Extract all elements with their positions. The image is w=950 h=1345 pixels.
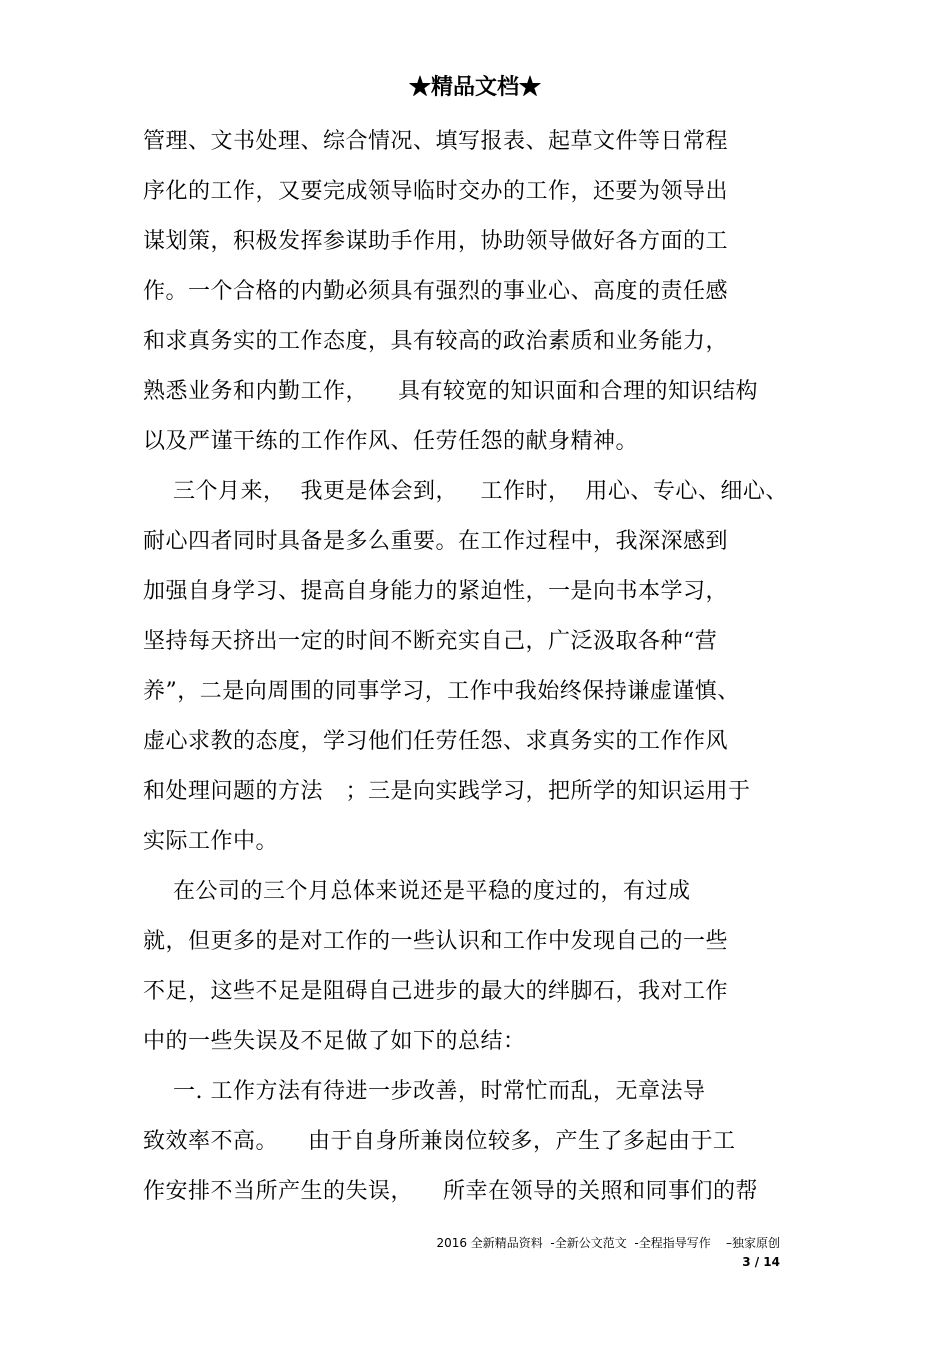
text-line: 虚心求教的态度，学习他们任劳任怨、求真务实的工作作风 bbox=[143, 729, 729, 754]
text-line: 熟悉业务和内勤工作， 具有较宽的知识面和合理的知识结构 bbox=[143, 379, 758, 404]
text-line: 养”，二是向周围的同事学习，工作中我始终保持谦虚谨慎、 bbox=[143, 679, 740, 704]
page-header-title: ★精品文档★ bbox=[408, 74, 541, 100]
text-line: 在公司的三个月总体来说还是平稳的度过的，有过成 bbox=[143, 879, 691, 904]
text-line: 谋划策，积极发挥参谋助手作用，协助领导做好各方面的工 bbox=[143, 229, 729, 254]
page-number: 3 / 14 bbox=[742, 1255, 780, 1269]
text-line: 作安排不当所产生的失误， 所幸在领导的关照和同事们的帮 bbox=[143, 1179, 758, 1204]
text-line: 加强自身学习、提高自身能力的紧迫性，一是向书本学习， bbox=[143, 579, 729, 604]
text-line: 中的一些失误及不足做了如下的总结： bbox=[143, 1029, 526, 1054]
text-line: 不足，这些不足是阻碍自己进步的最大的绊脚石，我对工作 bbox=[143, 979, 729, 1004]
text-line: 以及严谨干练的工作作风、任劳任怨的献身精神。 bbox=[143, 429, 639, 454]
text-line: 三个月来， 我更是体会到， 工作时， 用心、专心、细心、 bbox=[143, 479, 788, 504]
text-line: 耐心四者同时具备是多么重要。在工作过程中，我深深感到 bbox=[143, 529, 729, 554]
footer-note: 2016 全新精品资料 -全新公文范文 -全程指导写作 –独家原创 bbox=[436, 1236, 780, 1250]
text-line: 坚持每天挤出一定的时间不断充实自己，广泛汲取各种“营 bbox=[143, 629, 718, 654]
text-line: 致效率不高。 由于自身所兼岗位较多，产生了多起由于工 bbox=[143, 1129, 736, 1154]
text-line: 实际工作中。 bbox=[143, 829, 279, 854]
text-line: 和处理问题的方法 ；三是向实践学习，把所学的知识运用于 bbox=[143, 779, 751, 804]
text-line: 和求真务实的工作态度，具有较高的政治素质和业务能力， bbox=[143, 329, 729, 354]
text-line: 一. 工作方法有待进一步改善，时常忙而乱，无章法导 bbox=[143, 1079, 706, 1104]
text-line: 作。一个合格的内勤必须具有强烈的事业心、高度的责任感 bbox=[143, 279, 729, 304]
text-line: 序化的工作，又要完成领导临时交办的工作，还要为领导出 bbox=[143, 179, 729, 204]
text-line: 就，但更多的是对工作的一些认识和工作中发现自己的一些 bbox=[143, 929, 729, 954]
document-body bbox=[143, 124, 823, 1224]
text-line: 管理、文书处理、综合情况、填写报表、起草文件等日常程 bbox=[143, 129, 729, 154]
